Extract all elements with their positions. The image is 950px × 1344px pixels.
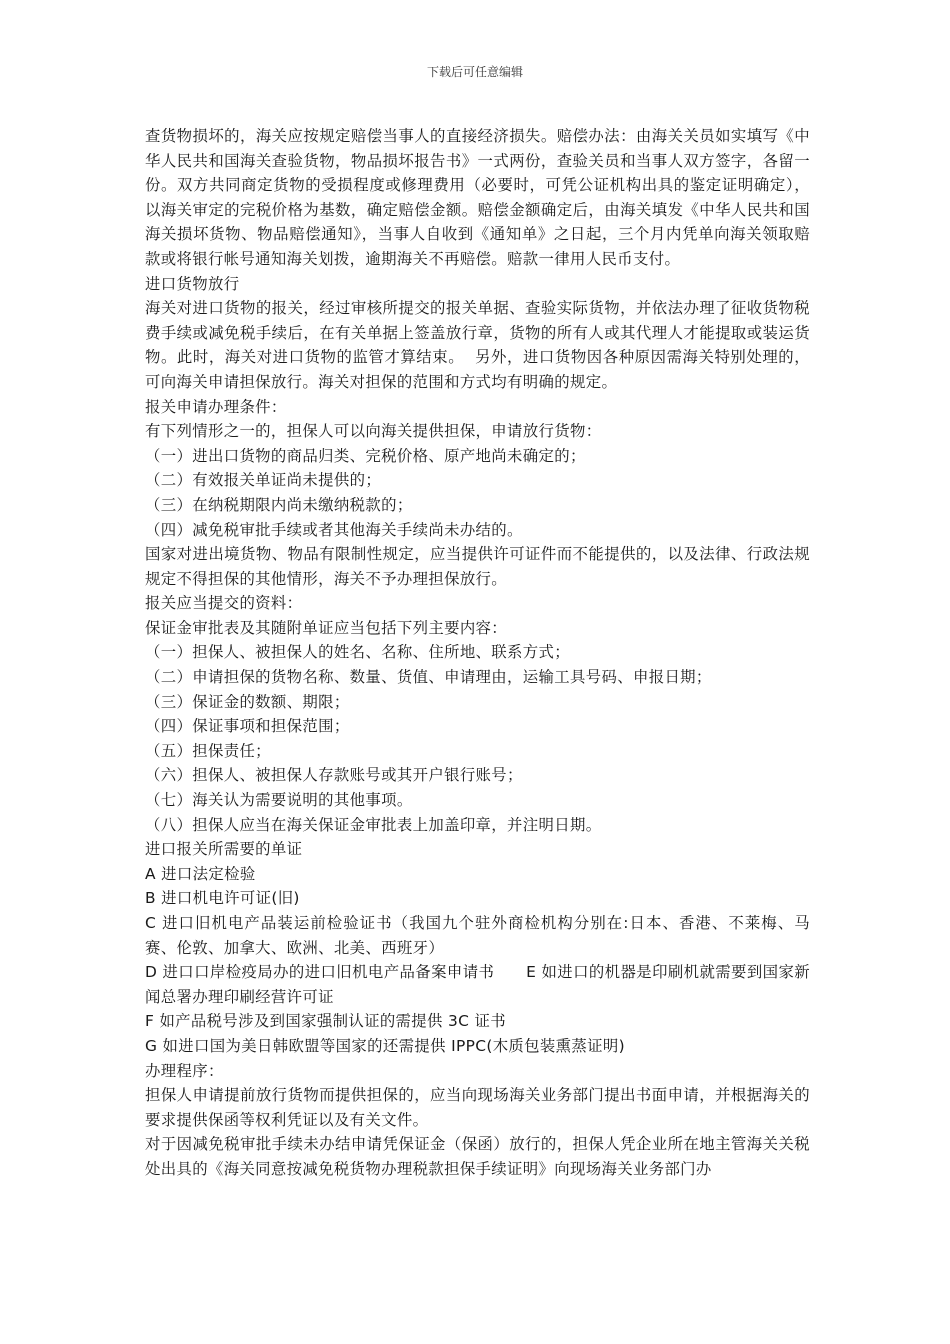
- paragraph: （七）海关认为需要说明的其他事项。: [145, 791, 413, 810]
- paragraph: 进口货物放行: [145, 274, 240, 293]
- paragraph: F 如产品税号涉及到国家强制认证的需提供 3C 证书: [145, 1012, 506, 1031]
- paragraph: C 进口旧机电产品装运前检验证书（我国九个驻外商检机构分别在:日本、香港、不莱梅、马赛、伦敦、加拿大、欧洲、北美、西班牙）: [145, 914, 810, 957]
- page-header: 下载后可任意编辑: [426, 65, 523, 79]
- paragraph: （四）减免税审批手续或者其他海关手续尚未办结的。: [145, 520, 523, 539]
- paragraph: 报关应当提交的资料：: [145, 594, 303, 613]
- paragraph: （二）有效报关单证尚未提供的；: [145, 471, 382, 490]
- paragraph: （六）担保人、被担保人存款账号或其开户银行账号；: [145, 766, 523, 785]
- paragraph: （五）担保责任；: [145, 741, 271, 760]
- paragraph: B 进口机电许可证(旧): [145, 889, 300, 908]
- paragraph: 有下列情形之一的，担保人可以向海关提供担保，申请放行货物：: [145, 422, 602, 441]
- paragraph: （三）保证金的数额、期限；: [145, 692, 350, 711]
- paragraph: 办理程序：: [145, 1061, 224, 1080]
- document-body: [145, 124, 810, 1182]
- paragraph: （一）担保人、被担保人的姓名、名称、住所地、联系方式；: [145, 643, 570, 662]
- paragraph: 查货物损坏的，海关应按规定赔偿当事人的直接经济损失。赔偿办法：由海关关员如实填写《中华人民共和国海关查验货物，物品损坏报告书》一式两份，查验关员和当事人双方签字，各留一份。双方共同商定货物的受损程度或修理费用（必要时，可凭公证机构出具的鉴定证明确定），以海关审定的完税价格为基数，确定赔偿金额。赔偿金额确定后，由海关填发《中华人民共和国海关损坏货物、物品赔偿通知》，当事人自收到《通知单》之日起，三个月内凭单向海关领取赔款或将银行帐号通知海关划拨，逾期海关不再赔偿。赔款一律用人民币支付。: [145, 127, 810, 268]
- paragraph: 进口报关所需要的单证: [145, 840, 303, 859]
- paragraph: （八）担保人应当在海关保证金审批表上加盖印章，并注明日期。: [145, 815, 602, 834]
- paragraph: D 进口口岸检疫局办的进口旧机电产品备案申请书 E 如进口的机器是印刷机就需要到国家新闻总署办理印刷经营许可证: [145, 963, 810, 1006]
- paragraph: （四）保证事项和担保范围；: [145, 717, 350, 736]
- paragraph: G 如进口国为美日韩欧盟等国家的还需提供 IPPC(木质包装熏蒸证明): [145, 1036, 625, 1055]
- paragraph: （一）进出口货物的商品归类、完税价格、原产地尚未确定的；: [145, 446, 586, 465]
- paragraph: 保证金审批表及其随附单证应当包括下列主要内容：: [145, 618, 508, 637]
- paragraph: 国家对进出境货物、物品有限制性规定，应当提供许可证件而不能提供的，以及法律、行政法规规定不得担保的其他情形，海关不予办理担保放行。: [145, 545, 810, 588]
- paragraph: （三）在纳税期限内尚未缴纳税款的；: [145, 495, 413, 514]
- paragraph: 报关申请办理条件：: [145, 397, 287, 416]
- paragraph: 海关对进口货物的报关，经过审核所提交的报关单据、查验实际货物，并依法办理了征收货物税费手续或减免税手续后，在有关单据上签盖放行章，货物的所有人或其代理人才能提取或装运货物。此时，海关对进口货物的监管才算结束。 另外，进口货物因各种原因需海关特别处理的，可向海关申请担保放行。海关对担保的范围和方式均有明确的规定。: [145, 299, 810, 391]
- paragraph: 担保人申请提前放行货物而提供担保的，应当向现场海关业务部门提出书面申请，并根据海关的要求提供保函等权利凭证以及有关文件。: [145, 1086, 810, 1129]
- paragraph: A 进口法定检验: [145, 864, 256, 883]
- paragraph: 对于因减免税审批手续未办结申请凭保证金（保函）放行的，担保人凭企业所在地主管海关关税处出具的《海关同意按减免税货物办理税款担保手续证明》向现场海关业务部门办: [145, 1135, 810, 1178]
- paragraph: （二）申请担保的货物名称、数量、货值、申请理由，运输工具号码、申报日期；: [145, 668, 712, 687]
